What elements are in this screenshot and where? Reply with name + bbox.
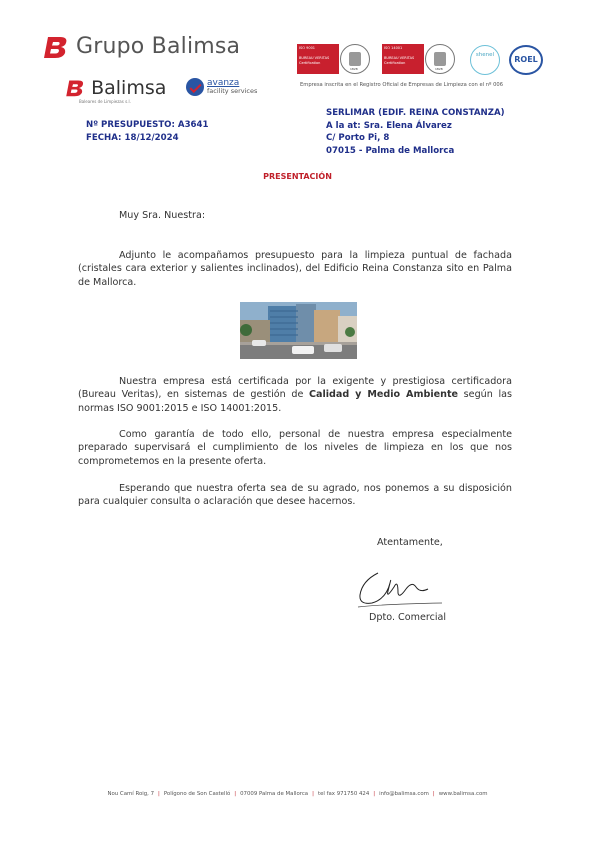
- avanza-name: avanza: [207, 78, 240, 89]
- cert-label: Certification: [299, 60, 321, 65]
- shenel-text: shenel: [475, 52, 495, 58]
- balimsa-logo: [66, 77, 167, 104]
- paragraph-text: Como garantía de todo ello, personal de nuestra empresa especialmente preparado supervisará el cumplimiento de los niveles de limpieza en los que nos comprometemos en la presente oferta.: [78, 429, 512, 467]
- iso-14001-certificate-badge: [382, 44, 455, 74]
- footer-website[interactable]: www.balimsa.com: [438, 791, 488, 797]
- budget-date: FECHA: 18/12/2024: [86, 132, 179, 143]
- paragraph-intro: [78, 249, 512, 289]
- registry-note: Empresa inscrita en el Registro Oficial de Empresas de Limpieza con el nº 006: [300, 82, 504, 88]
- grupo-balimsa-logo: [44, 34, 240, 59]
- footer-phone: tel fax 971750 424: [317, 791, 370, 797]
- paragraph-text-part: Nuestra empresa está certificada por la exigente y prestigiosa certificadora (Bureau Veritas), en sistemas de gestión de: [78, 376, 512, 401]
- footer-city: 07009 Palma de Mallorca: [240, 791, 309, 797]
- building-photo: [240, 302, 357, 359]
- paragraph-closing: [78, 482, 512, 509]
- footer-area: Polígono de Son Castelló: [163, 791, 231, 797]
- balimsa-b-icon: [44, 35, 70, 59]
- paragraph-text-part: según las normas ISO 9001:2015 e ISO 14001:2015.: [78, 389, 512, 414]
- avanza-logo: [186, 78, 257, 96]
- paragraph-guarantee: [78, 428, 512, 468]
- footer-address: Nou Camí Roig, 7: [107, 791, 155, 797]
- budget-number: Nº PRESUPUESTO: A3641: [86, 120, 209, 130]
- brand-name: Balimsa: [91, 77, 167, 99]
- signer-department: Dpto. Comercial: [369, 612, 447, 623]
- shenel-logo: [470, 45, 500, 75]
- group-name: Grupo Balimsa: [76, 34, 241, 59]
- client-street: C/ Porto Pi, 8: [326, 133, 390, 144]
- paragraph-text: Adjunto le acompañamos presupuesto para la limpieza puntual de fachada (cristales cara exterior y salientes inclinados), del Edificio Reina Constanza sito en Palma de Mallorca.: [78, 250, 512, 288]
- client-name: SERLIMAR (EDIF. REINA CONSTANZA): [326, 108, 505, 118]
- paragraph-text: [78, 375, 512, 415]
- footer: Nou Camí Roig, 7 | Polígono de Son Castelló | 07009 Palma de Mallorca | tel fax 971750 424 | info@balimsa.com | www.balimsa.com: [107, 791, 488, 797]
- bureau-veritas-seal-icon: [425, 44, 455, 74]
- budget-info: [86, 119, 209, 144]
- handwritten-signature: [356, 563, 446, 615]
- cert-code: ISO 9001: [299, 46, 316, 50]
- brand-subtitle: Baleares de Limpiezas s.l.: [79, 99, 131, 104]
- bureau-veritas-seal-icon: [340, 44, 370, 74]
- paragraph-text: Esperando que nuestra oferta sea de su agrado, nos ponemos a su disposición para cualquier consulta o aclaración que desee hacernos.: [78, 483, 512, 508]
- roel-text: ROEL: [514, 55, 538, 64]
- cert-label: Certification: [384, 60, 406, 65]
- iso-9001-certificate-badge: [297, 44, 370, 74]
- client-city: 07015 - Palma de Mallorca: [326, 145, 455, 156]
- footer-email[interactable]: info@balimsa.com: [379, 791, 429, 797]
- paragraph-bold-text: Calidad y Medio Ambiente: [308, 389, 459, 401]
- cert-org: BUREAU VERITAS: [384, 56, 415, 61]
- avanza-check-icon: [186, 78, 204, 96]
- client-attention: A la at: Sra. Elena Álvarez: [326, 120, 452, 131]
- roel-logo: [509, 45, 543, 75]
- paragraph-certification: [78, 375, 512, 415]
- balimsa-b-icon: [66, 79, 86, 97]
- cert-code: ISO 14001: [384, 46, 403, 50]
- document-title: PRESENTACIÓN: [263, 172, 332, 181]
- cert-org: BUREAU VERITAS: [299, 56, 330, 61]
- closing-salutation: Atentamente,: [377, 537, 443, 548]
- avanza-subtitle: facility services: [207, 87, 258, 96]
- greeting: Muy Sra. Nuestra:: [119, 210, 206, 221]
- client-address: [326, 107, 505, 157]
